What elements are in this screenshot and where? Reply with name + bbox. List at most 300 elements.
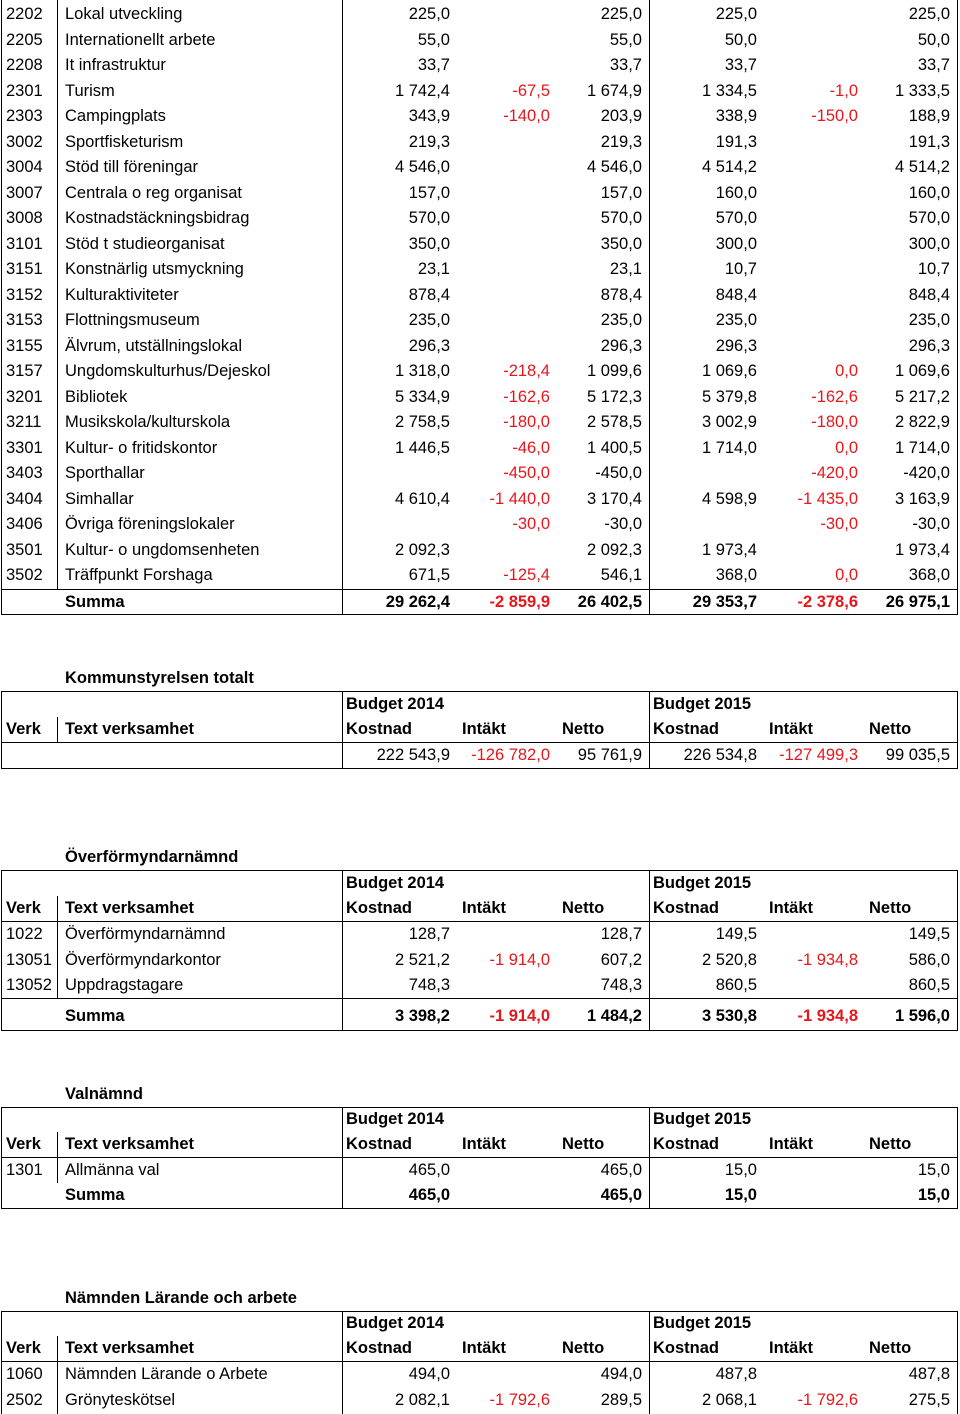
cell-kostnad-2014: 878,4 xyxy=(408,285,450,304)
cell-netto-2014: 878,4 xyxy=(600,285,642,304)
cell-text: Överförmyndarnämnd xyxy=(65,925,226,943)
cell-kostnad-2015: 4 514,2 xyxy=(701,158,757,176)
summa-kostnad-2015: 29 353,7 xyxy=(692,593,757,611)
cell-kostnad-2014: 1 742,4 xyxy=(394,81,450,100)
table-row xyxy=(0,922,960,947)
cell-verk: 3008 xyxy=(6,209,43,227)
of-bottom-line xyxy=(1,1030,958,1031)
table-summa-line xyxy=(1,589,958,590)
cell-kostnad-2015: 1 334,5 xyxy=(701,81,757,100)
cell-kostnad-2015: 50,0 xyxy=(724,30,757,49)
cell-kostnad-2015: 5 379,8 xyxy=(701,387,757,406)
cell-intakt-2014: -1 914,0 xyxy=(489,950,550,969)
cell-kostnad-2015: 860,5 xyxy=(715,976,757,994)
cell-netto-2014: 1 400,5 xyxy=(586,438,642,457)
cell-netto-2014: 748,3 xyxy=(600,976,642,994)
cell-kostnad-2014: 2 758,5 xyxy=(394,413,450,431)
header-budget-2015: Budget 2015 xyxy=(653,1110,752,1128)
table-bottom-line xyxy=(1,614,958,615)
cell-kostnad-2015: 191,3 xyxy=(715,132,757,151)
header-intakt-2014: Intäkt xyxy=(462,1339,507,1357)
table-border-right xyxy=(957,0,958,614)
cell-netto-2014: 128,7 xyxy=(600,925,642,943)
header-text: Text verksamhet xyxy=(65,1135,195,1153)
cell-kostnad-2015: 1 714,0 xyxy=(701,438,757,457)
la-divider-budget xyxy=(649,1311,650,1414)
summa-kostnad-2015: 3 530,8 xyxy=(701,1007,757,1025)
of-divider-text xyxy=(342,870,343,1031)
cell-netto-2014: 607,2 xyxy=(600,950,642,969)
cell-verk: 3153 xyxy=(6,311,43,329)
header-verk: Verk xyxy=(6,1135,41,1153)
cell-kostnad-2015: 338,9 xyxy=(715,107,757,125)
cell-verk: 2205 xyxy=(6,30,43,49)
cell-kostnad-2015: 226 534,8 xyxy=(683,746,757,764)
summa-kostnad-2014: 465,0 xyxy=(408,1186,450,1204)
cell-kostnad-2015: 570,0 xyxy=(715,209,757,227)
cell-text: Turism xyxy=(65,81,115,100)
cell-text: Träffpunkt Forshaga xyxy=(65,566,213,584)
header-budget-2014: Budget 2014 xyxy=(346,1314,445,1332)
table-row xyxy=(0,79,960,104)
cell-netto-2015: 50,0 xyxy=(917,30,950,49)
of-border-left xyxy=(1,870,2,1031)
cell-kostnad-2015: 848,4 xyxy=(715,285,757,304)
cell-netto-2014: 465,0 xyxy=(600,1161,642,1179)
table-row xyxy=(0,743,960,768)
ks-border-right xyxy=(957,691,958,769)
cell-netto-2015: 296,3 xyxy=(908,336,950,355)
header-netto-2015: Netto xyxy=(869,1135,912,1153)
la-header-columns xyxy=(0,1336,960,1361)
of-header-columns xyxy=(0,896,960,921)
header-kostnad-2014: Kostnad xyxy=(346,899,412,917)
cell-kostnad-2014: 2 092,3 xyxy=(394,540,450,559)
cell-verk: 3007 xyxy=(6,183,43,202)
cell-netto-2015: -30,0 xyxy=(912,515,950,533)
cell-intakt-2015: -1,0 xyxy=(829,81,858,100)
header-kostnad-2015: Kostnad xyxy=(653,1135,719,1153)
cell-kostnad-2015: 15,0 xyxy=(724,1161,757,1179)
cell-text: Kostnadstäckningsbidrag xyxy=(65,209,250,227)
cell-kostnad-2015: 33,7 xyxy=(724,56,757,74)
table-row xyxy=(0,359,960,384)
cell-verk: 3155 xyxy=(6,336,43,355)
summa-row xyxy=(0,1183,960,1208)
table-row xyxy=(0,538,960,563)
table-divider-budget xyxy=(649,0,650,614)
cell-intakt-2014: -30,0 xyxy=(512,515,550,533)
cell-kostnad-2014: 128,7 xyxy=(408,925,450,943)
header-kostnad-2015: Kostnad xyxy=(653,720,719,738)
cell-kostnad-2014: 350,0 xyxy=(408,234,450,253)
cell-netto-2014: 33,7 xyxy=(609,56,642,74)
cell-netto-2014: 2 578,5 xyxy=(586,413,642,431)
table-row xyxy=(0,181,960,206)
cell-kostnad-2014: 296,3 xyxy=(408,336,450,355)
cell-verk: 2202 xyxy=(6,5,43,23)
ks-header-budget xyxy=(0,692,960,717)
header-netto-2015: Netto xyxy=(869,899,912,917)
cell-text: Övriga föreningslokaler xyxy=(65,515,235,533)
header-kostnad-2015: Kostnad xyxy=(653,899,719,917)
cell-netto-2015: 3 163,9 xyxy=(894,489,950,508)
header-intakt-2015: Intäkt xyxy=(769,720,814,738)
header-budget-2014: Budget 2014 xyxy=(346,695,445,713)
summa-netto-2015: 15,0 xyxy=(917,1186,950,1204)
ks-divider-budget xyxy=(649,691,650,769)
cell-text: Musikskola/kulturskola xyxy=(65,413,231,431)
cell-kostnad-2014: 235,0 xyxy=(408,311,450,329)
cell-intakt-2015: -420,0 xyxy=(811,464,858,482)
cell-text: Ungdomskulturhus/Dejeskol xyxy=(65,362,271,380)
cell-kostnad-2014: 225,0 xyxy=(408,5,450,23)
cell-intakt-2015: -180,0 xyxy=(811,413,858,431)
cell-intakt-2015: 0,0 xyxy=(835,362,858,380)
vn-bottom-line xyxy=(1,1208,958,1209)
ks-header-columns xyxy=(0,717,960,742)
header-text: Text verksamhet xyxy=(65,899,195,917)
cell-netto-2015: 149,5 xyxy=(908,925,950,943)
section-title-overformyndar: Överförmyndarnämnd xyxy=(65,848,239,866)
cell-netto-2014: 203,9 xyxy=(600,107,642,125)
cell-kostnad-2015: 1 069,6 xyxy=(701,362,757,380)
cell-text: Lokal utveckling xyxy=(65,5,183,23)
cell-intakt-2015: -1 435,0 xyxy=(797,489,858,508)
la-header-budget xyxy=(0,1311,960,1336)
cell-kostnad-2015: 10,7 xyxy=(724,260,757,278)
cell-verk: 1301 xyxy=(6,1161,43,1179)
cell-kostnad-2014: 4 546,0 xyxy=(394,158,450,176)
cell-intakt-2015: 0,0 xyxy=(835,438,858,457)
of-divider-budget xyxy=(649,870,650,1031)
la-divider-verk xyxy=(57,1336,58,1414)
cell-intakt-2014: -450,0 xyxy=(503,464,550,482)
cell-verk: 2208 xyxy=(6,56,43,74)
la-border-left xyxy=(1,1311,2,1414)
cell-text: Simhallar xyxy=(65,489,134,508)
header-netto-2014: Netto xyxy=(562,1135,605,1153)
cell-kostnad-2014: 2 521,2 xyxy=(394,950,450,969)
table-row xyxy=(0,1362,960,1387)
cell-text: Allmänna val xyxy=(65,1161,160,1179)
cell-verk: 13051 xyxy=(6,950,52,969)
cell-text: Centrala o reg organisat xyxy=(65,183,243,202)
vn-border-right xyxy=(957,1107,958,1209)
cell-kostnad-2014: 23,1 xyxy=(417,260,450,278)
cell-intakt-2014: -67,5 xyxy=(512,81,550,100)
cell-intakt-2015: -1 792,6 xyxy=(797,1390,858,1409)
of-rows-bottom-line xyxy=(1,998,958,999)
header-intakt-2014: Intäkt xyxy=(462,720,507,738)
cell-intakt-2014: -162,6 xyxy=(503,387,550,406)
cell-verk: 1022 xyxy=(6,925,43,943)
header-intakt-2015: Intäkt xyxy=(769,899,814,917)
cell-netto-2014: 546,1 xyxy=(600,566,642,584)
cell-text: Grönyteskötsel xyxy=(65,1390,176,1409)
cell-kostnad-2015: 149,5 xyxy=(715,925,757,943)
cell-verk: 3004 xyxy=(6,158,43,176)
cell-netto-2015: 570,0 xyxy=(908,209,950,227)
vn-header-budget xyxy=(0,1107,960,1132)
header-intakt-2015: Intäkt xyxy=(769,1339,814,1357)
cell-kostnad-2014: 1 446,5 xyxy=(394,438,450,457)
cell-text: Kultur- o ungdomsenheten xyxy=(65,540,260,559)
section-title-larande: Nämnden Lärande och arbete xyxy=(65,1289,297,1307)
cell-intakt-2014: -218,4 xyxy=(503,362,550,380)
table-row xyxy=(0,206,960,231)
cell-verk: 3157 xyxy=(6,362,43,380)
cell-intakt-2015: 0,0 xyxy=(835,566,858,584)
cell-netto-2015: 848,4 xyxy=(908,285,950,304)
cell-kostnad-2014: 219,3 xyxy=(408,132,450,151)
of-border-right xyxy=(957,870,958,1031)
cell-netto-2014: 3 170,4 xyxy=(586,489,642,508)
table-row xyxy=(0,283,960,308)
cell-kostnad-2014: 465,0 xyxy=(408,1161,450,1179)
summa-row xyxy=(0,1004,960,1029)
cell-intakt-2014: -1 792,6 xyxy=(489,1390,550,1409)
cell-verk: 3403 xyxy=(6,464,43,482)
table-row xyxy=(0,334,960,359)
ks-divider-text xyxy=(342,691,343,769)
cell-netto-2014: 55,0 xyxy=(609,30,642,49)
summa-netto-2014: 26 402,5 xyxy=(577,593,642,611)
summa-kostnad-2014: 3 398,2 xyxy=(394,1007,450,1025)
cell-netto-2014: 95 761,9 xyxy=(577,746,642,764)
header-intakt-2014: Intäkt xyxy=(462,899,507,917)
vn-divider-verk xyxy=(57,1132,58,1183)
cell-netto-2015: 15,0 xyxy=(917,1161,950,1179)
cell-kostnad-2015: 1 973,4 xyxy=(701,540,757,559)
table-row xyxy=(0,385,960,410)
cell-text: Sporthallar xyxy=(65,464,145,482)
cell-intakt-2015: -162,6 xyxy=(811,387,858,406)
summa-netto-2015: 26 975,1 xyxy=(885,593,950,611)
cell-kostnad-2014: 2 082,1 xyxy=(394,1390,450,1409)
header-kostnad-2015: Kostnad xyxy=(653,1339,719,1357)
ks-divider-verk xyxy=(57,717,58,743)
cell-netto-2014: -30,0 xyxy=(604,515,642,533)
cell-kostnad-2014: 570,0 xyxy=(408,209,450,227)
cell-intakt-2014: -180,0 xyxy=(503,413,550,431)
header-intakt-2014: Intäkt xyxy=(462,1135,507,1153)
cell-netto-2015: 1 973,4 xyxy=(894,540,950,559)
cell-netto-2014: 289,5 xyxy=(600,1390,642,1409)
cell-kostnad-2014: 748,3 xyxy=(408,976,450,994)
cell-netto-2014: 225,0 xyxy=(600,5,642,23)
table-row xyxy=(0,1158,960,1183)
table-row xyxy=(0,436,960,461)
cell-text: Stöd t studieorganisat xyxy=(65,234,225,253)
table-row xyxy=(0,461,960,486)
cell-netto-2015: 1 714,0 xyxy=(894,438,950,457)
of-divider-verk xyxy=(57,896,58,999)
header-netto-2015: Netto xyxy=(869,1339,912,1357)
header-text: Text verksamhet xyxy=(65,720,195,738)
cell-netto-2014: 2 092,3 xyxy=(586,540,642,559)
cell-text: Flottningsmuseum xyxy=(65,311,200,329)
cell-netto-2014: 1 099,6 xyxy=(586,362,642,380)
cell-netto-2014: 296,3 xyxy=(600,336,642,355)
summa-label: Summa xyxy=(65,1186,125,1204)
vn-header-columns xyxy=(0,1132,960,1157)
header-budget-2015: Budget 2015 xyxy=(653,1314,752,1332)
cell-kostnad-2014: 157,0 xyxy=(408,183,450,202)
cell-kostnad-2015: 4 598,9 xyxy=(701,489,757,508)
cell-kostnad-2015: 368,0 xyxy=(715,566,757,584)
header-verk: Verk xyxy=(6,899,41,917)
cell-verk: 3501 xyxy=(6,540,43,559)
table-row xyxy=(0,308,960,333)
cell-intakt-2014: -140,0 xyxy=(503,107,550,125)
vn-divider-text xyxy=(342,1107,343,1209)
cell-text: Älvrum, utställningslokal xyxy=(65,336,242,355)
cell-netto-2015: 487,8 xyxy=(908,1365,950,1383)
cell-intakt-2014: -1 440,0 xyxy=(489,489,550,508)
header-netto-2014: Netto xyxy=(562,899,605,917)
cell-verk: 3002 xyxy=(6,132,43,151)
cell-kostnad-2014: 4 610,4 xyxy=(394,489,450,508)
cell-kostnad-2014: 222 543,9 xyxy=(376,746,450,764)
table-row xyxy=(0,563,960,588)
cell-text: Uppdragstagare xyxy=(65,976,184,994)
cell-netto-2015: 860,5 xyxy=(908,976,950,994)
cell-verk: 13052 xyxy=(6,976,52,994)
cell-text: Nämnden Lärande o Arbete xyxy=(65,1365,268,1383)
cell-netto-2015: 368,0 xyxy=(908,566,950,584)
cell-kostnad-2014: 33,7 xyxy=(417,56,450,74)
cell-netto-2014: 1 674,9 xyxy=(586,81,642,100)
cell-kostnad-2015: 487,8 xyxy=(715,1365,757,1383)
cell-kostnad-2014: 343,9 xyxy=(408,107,450,125)
summa-intakt-2014: -2 859,9 xyxy=(489,593,550,611)
cell-netto-2015: 1 069,6 xyxy=(894,362,950,380)
vn-border-left xyxy=(1,1107,2,1209)
summa-kostnad-2014: 29 262,4 xyxy=(385,593,450,611)
cell-netto-2014: 570,0 xyxy=(600,209,642,227)
cell-kostnad-2015: 225,0 xyxy=(715,5,757,23)
header-kostnad-2014: Kostnad xyxy=(346,720,412,738)
cell-text: Bibliotek xyxy=(65,387,128,406)
header-budget-2015: Budget 2015 xyxy=(653,874,752,892)
la-border-right xyxy=(957,1311,958,1414)
table-row xyxy=(0,130,960,155)
table-row xyxy=(0,2,960,27)
cell-verk: 3301 xyxy=(6,438,43,457)
table-row xyxy=(0,1388,960,1413)
cell-kostnad-2015: 2 520,8 xyxy=(701,950,757,969)
cell-text: Sportfisketurism xyxy=(65,132,184,151)
cell-netto-2015: -420,0 xyxy=(903,464,950,482)
summa-label: Summa xyxy=(65,1007,125,1025)
cell-verk: 3502 xyxy=(6,566,43,584)
cell-kostnad-2014: 494,0 xyxy=(408,1365,450,1383)
header-netto-2015: Netto xyxy=(869,720,912,738)
ks-border-left xyxy=(1,691,2,769)
cell-kostnad-2015: 2 068,1 xyxy=(701,1390,757,1409)
cell-netto-2014: 4 546,0 xyxy=(586,158,642,176)
cell-verk: 3101 xyxy=(6,234,43,253)
cell-verk: 3406 xyxy=(6,515,43,533)
cell-text: Kultur- o fritidskontor xyxy=(65,438,218,457)
cell-intakt-2014: -125,4 xyxy=(503,566,550,584)
cell-netto-2015: 2 822,9 xyxy=(894,413,950,431)
cell-netto-2014: 494,0 xyxy=(600,1365,642,1383)
cell-text: Kulturaktiviteter xyxy=(65,285,179,304)
cell-netto-2015: 1 333,5 xyxy=(894,81,950,100)
cell-netto-2015: 275,5 xyxy=(908,1390,950,1409)
cell-text: Konstnärlig utsmyckning xyxy=(65,260,244,278)
cell-netto-2014: 235,0 xyxy=(600,311,642,329)
cell-kostnad-2014: 55,0 xyxy=(417,30,450,49)
header-verk: Verk xyxy=(6,720,41,738)
cell-text: Campingplats xyxy=(65,107,166,125)
vn-divider-budget xyxy=(649,1107,650,1209)
cell-intakt-2014: -126 782,0 xyxy=(471,746,550,764)
header-kostnad-2014: Kostnad xyxy=(346,1135,412,1153)
table-row xyxy=(0,104,960,129)
cell-intakt-2014: -46,0 xyxy=(512,438,550,457)
cell-kostnad-2015: 296,3 xyxy=(715,336,757,355)
table-border-left xyxy=(1,0,2,614)
cell-netto-2015: 5 217,2 xyxy=(894,387,950,406)
cell-netto-2014: 350,0 xyxy=(600,234,642,253)
cell-verk: 3211 xyxy=(6,413,42,431)
cell-netto-2014: 5 172,3 xyxy=(586,387,642,406)
cell-netto-2015: 160,0 xyxy=(908,183,950,202)
section-title-valnamnd: Valnämnd xyxy=(65,1085,143,1103)
cell-netto-2014: 157,0 xyxy=(600,183,642,202)
summa-intakt-2015: -2 378,6 xyxy=(797,593,858,611)
table-divider-text xyxy=(342,0,343,614)
cell-kostnad-2015: 160,0 xyxy=(715,183,757,202)
header-budget-2015: Budget 2015 xyxy=(653,695,752,713)
summa-intakt-2014: -1 914,0 xyxy=(489,1007,550,1025)
cell-netto-2015: 225,0 xyxy=(908,5,950,23)
cell-verk: 2301 xyxy=(6,81,43,100)
table-row xyxy=(0,28,960,53)
summa-netto-2014: 1 484,2 xyxy=(586,1007,642,1025)
summa-netto-2015: 1 596,0 xyxy=(894,1007,950,1025)
cell-netto-2015: 586,0 xyxy=(908,950,950,969)
cell-netto-2015: 33,7 xyxy=(917,56,950,74)
table-row xyxy=(0,973,960,998)
cell-kostnad-2015: 300,0 xyxy=(715,234,757,253)
table-row xyxy=(0,53,960,78)
header-netto-2014: Netto xyxy=(562,1339,605,1357)
cell-kostnad-2014: 1 318,0 xyxy=(394,362,450,380)
cell-netto-2015: 10,7 xyxy=(917,260,950,278)
table-row xyxy=(0,257,960,282)
cell-text: Överförmyndarkontor xyxy=(65,950,221,969)
header-netto-2014: Netto xyxy=(562,720,605,738)
cell-intakt-2015: -1 934,8 xyxy=(797,950,858,969)
cell-netto-2015: 235,0 xyxy=(908,311,950,329)
cell-netto-2015: 188,9 xyxy=(908,107,950,125)
section-title-kommunstyrelsen: Kommunstyrelsen totalt xyxy=(65,669,254,687)
table-divider-verk xyxy=(57,0,58,589)
cell-text: Stöd till föreningar xyxy=(65,158,198,176)
cell-netto-2015: 300,0 xyxy=(908,234,950,253)
table-row xyxy=(0,948,960,973)
cell-verk: 3152 xyxy=(6,285,43,304)
header-kostnad-2014: Kostnad xyxy=(346,1339,412,1357)
cell-netto-2014: 219,3 xyxy=(600,132,642,151)
cell-netto-2015: 99 035,5 xyxy=(885,746,950,764)
header-intakt-2015: Intäkt xyxy=(769,1135,814,1153)
cell-verk: 2303 xyxy=(6,107,43,125)
